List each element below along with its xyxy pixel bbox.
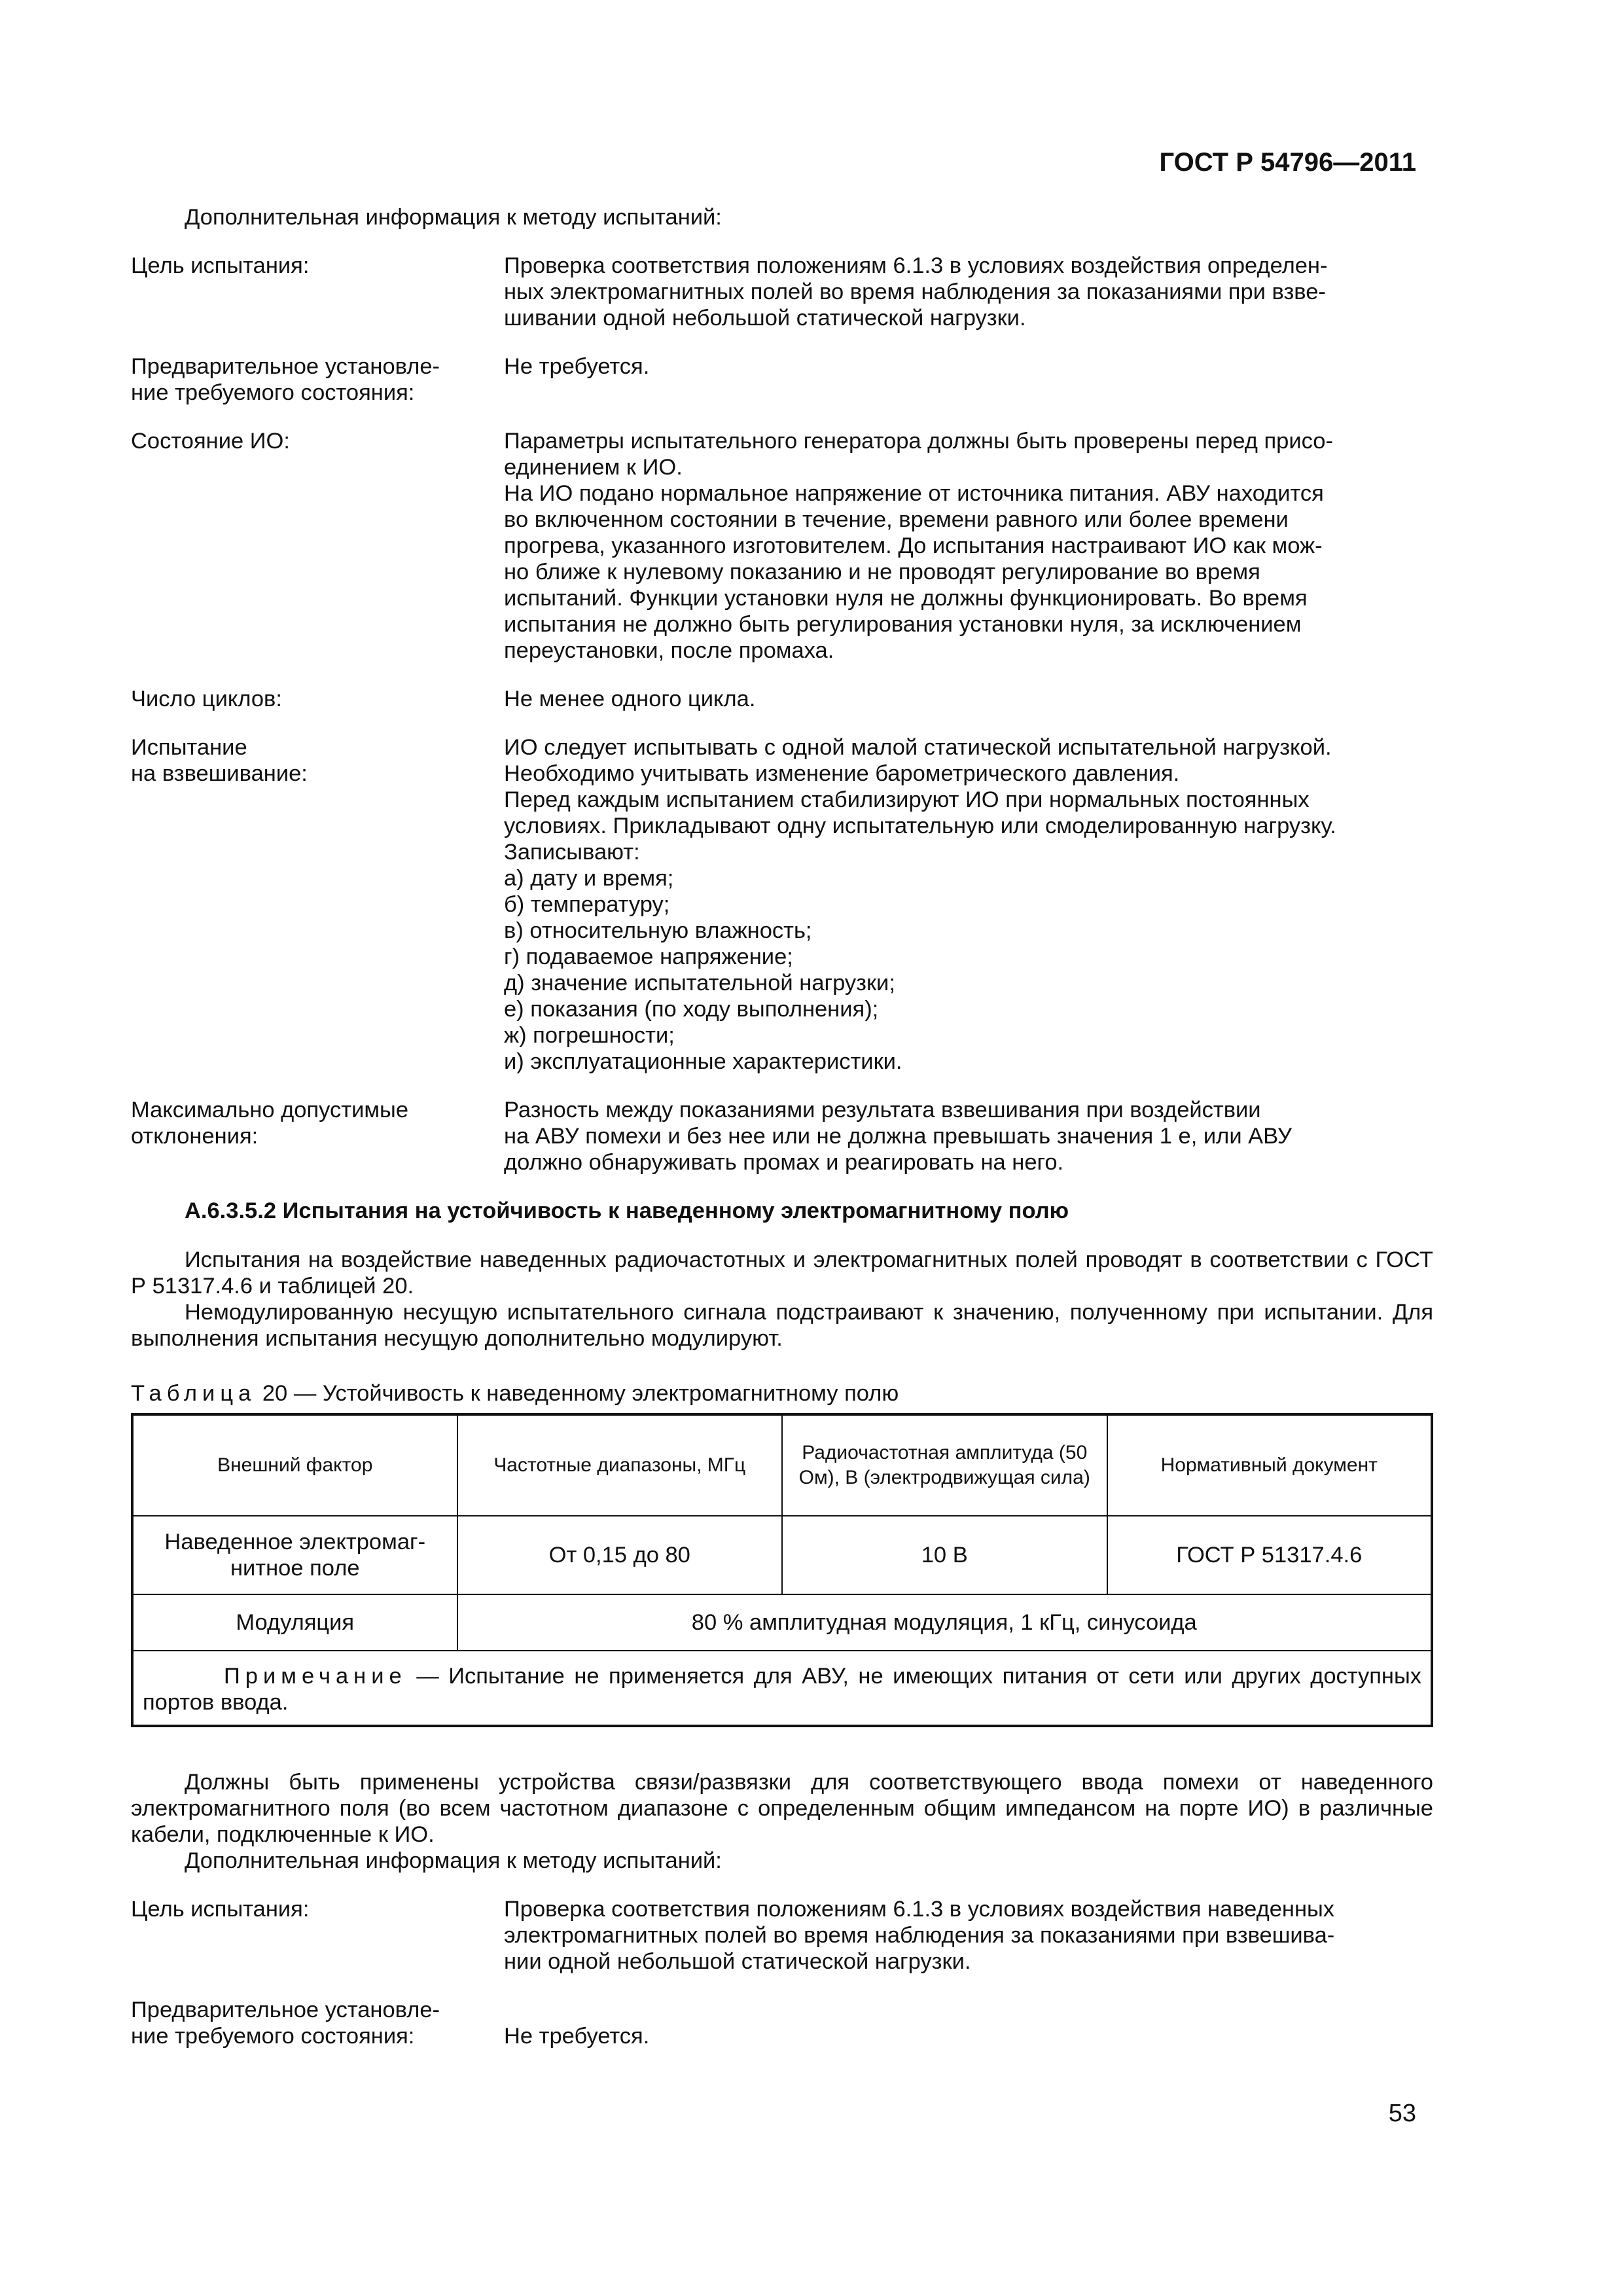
info-value-line: Не требуется.: [504, 354, 650, 379]
table-header-cell: Внешний фактор: [132, 1414, 457, 1516]
info-value: [504, 1097, 1433, 1175]
info-value-line: ж) погрешности;: [504, 1023, 675, 1048]
info-value-line: нии одной небольшой статической нагрузки.: [504, 1948, 971, 1974]
table-row: [132, 1594, 1432, 1651]
info-label: Цель испытания:: [131, 1896, 310, 1922]
info-value-line: испытаний. Функции установки нуля не должны функционировать. Во время: [504, 586, 1308, 611]
info-label: Состояние ИО:: [131, 429, 290, 454]
info-row: [131, 734, 1433, 1075]
info-value: [504, 1896, 1433, 1975]
info-value-line: б) температуру;: [504, 892, 670, 917]
info-value-line: Разность между показаниями результата взвешивания при воздействии: [504, 1098, 1261, 1122]
info-value-line: на АВУ помехи и без нее или не должна превышать значения 1 е, или АВУ: [504, 1124, 1292, 1149]
info-value: [504, 428, 1433, 664]
info-value-line: Необходимо учитывать изменение барометрического давления.: [504, 761, 1180, 786]
info-row: [131, 353, 1433, 406]
info-row: [131, 1097, 1433, 1175]
section-title: Испытания на устойчивость к наведенному электромагнитному полю: [282, 1198, 1069, 1223]
table-cell: Наведенное электромаг- нитное поле: [132, 1516, 457, 1594]
info-value-line: в) относительную влажность;: [504, 918, 812, 943]
table-caption: [131, 1380, 1433, 1407]
info-value-line: На ИО подано нормальное напряжение от источника питания. АВУ находится: [504, 481, 1324, 506]
section-paragraph: Испытания на воздействие наведенных радиочастотных и электромагнитных полей проводят в соответствии с ГОСТ Р 51317.4.6 и таблицей 20.: [131, 1247, 1433, 1299]
info-row: [131, 1997, 1433, 2049]
info-value-line: а) дату и время;: [504, 866, 674, 891]
section-heading: [131, 1198, 1433, 1224]
info-value-line: д) значение испытательной нагрузки;: [504, 971, 895, 996]
table-header-cell: Частотные диапазоны, МГц: [457, 1414, 783, 1516]
table-caption-word: Таблица: [131, 1380, 257, 1406]
table-cell: От 0,15 до 80: [457, 1516, 783, 1594]
info-value-line: переустановки, после промаха.: [504, 638, 834, 663]
note-label: Примечание: [224, 1663, 407, 1689]
info-label: Предварительное установле- ние требуемого состояния:: [131, 354, 440, 405]
table-cell: 10 В: [782, 1516, 1107, 1594]
intro-paragraph: Дополнительная информация к методу испытаний:: [185, 205, 722, 230]
table-row: [132, 1516, 1432, 1594]
info-value-line: шивании одной небольшой статической нагрузки.: [504, 306, 1026, 331]
coupling-paragraph: Должны быть применены устройства связи/развязки для соответствующего ввода помехи от наведенного электромагнитного поля (во всем частотном диапазоне с определенным общим импедансом на порте ИО) в различные кабели, подключенные к ИО.: [131, 1769, 1433, 1847]
info-value: [504, 1997, 1433, 2049]
info-label: Цель испытания:: [131, 253, 310, 278]
document-code: ГОСТ Р 54796—2011: [1159, 148, 1416, 177]
info-value-line: Параметры испытательного генератора должны быть проверены перед присо-: [504, 429, 1333, 454]
info-value-line: но ближе к нулевому показанию и не проводят регулирование во время: [504, 560, 1260, 584]
section-number: А.6.3.5.2: [185, 1198, 277, 1223]
table-note: [132, 1651, 1432, 1726]
info-value: [504, 734, 1433, 1075]
info-value-line: должно обнаруживать промах и реагировать на него.: [504, 1150, 1064, 1175]
info-value-line: прогрева, указанного изготовителем. До испытания настраивают ИО как мож-: [504, 533, 1323, 558]
info-label: Число циклов:: [131, 687, 282, 711]
immunity-table: [131, 1413, 1433, 1727]
info-value-line: Не требуется.: [504, 2023, 650, 2049]
table-header-cell: Нормативный документ: [1107, 1414, 1433, 1516]
info-value-line: Проверка соответствия положениям 6.1.3 в условиях воздействия наведенных: [504, 1896, 1335, 1922]
table-cell: Модуляция: [132, 1594, 457, 1651]
info-row: [131, 1896, 1433, 1975]
info-value-line: Записывают:: [504, 840, 640, 865]
info-value-line: и) эксплуатационные характеристики.: [504, 1049, 902, 1074]
table-header-row: [132, 1414, 1432, 1516]
test-info-list: [131, 1896, 1433, 2049]
note-text: — Испытание не применяется для АВУ, не имеющих питания от сети или других доступных портов ввода.: [143, 1663, 1421, 1715]
info-value-line: единением к ИО.: [504, 455, 683, 480]
info-value-line: г) подаваемое напряжение;: [504, 944, 793, 969]
info-value-line: Не менее одного цикла.: [504, 687, 756, 711]
section-paragraph: Немодулированную несущую испытательного сигнала подстраивают к значению, полученному при испытании. Для выполнения испытания несущую дополнительно модулируют.: [131, 1299, 1433, 1351]
info-value-line: ных электромагнитных полей во время наблюдения за показаниями при взве-: [504, 279, 1326, 304]
info-value: [504, 253, 1433, 331]
page-number: 53: [1388, 2100, 1416, 2127]
table-cell: 80 % амплитудная модуляция, 1 кГц, синусоида: [457, 1594, 1433, 1651]
info-value-line: испытания не должно быть регулирования установки нуля, за исключением: [504, 612, 1302, 637]
info-value-line: Перед каждым испытанием стабилизируют ИО при нормальных постоянных: [504, 787, 1310, 812]
table-note-row: [132, 1651, 1432, 1726]
info-value-line: Проверка соответствия положениям 6.1.3 в условиях воздействия определен-: [504, 253, 1328, 278]
info-value: [504, 353, 1433, 406]
table-cell: ГОСТ Р 51317.4.6: [1107, 1516, 1433, 1594]
test-info-list: [131, 253, 1433, 1175]
info-row: [131, 686, 1433, 712]
info-row: [131, 428, 1433, 664]
intro-paragraph: Дополнительная информация к методу испытаний:: [185, 1848, 722, 1873]
table-header-cell: Радиочастотная амплитуда (50 Ом), В (электродвижущая сила): [782, 1414, 1107, 1516]
info-label: Предварительное установле- ние требуемого состояния:: [131, 1997, 440, 2049]
info-label: Максимально допустимые отклонения:: [131, 1098, 409, 1149]
info-label: Испытание на взвешивание:: [131, 735, 308, 786]
info-value-line: электромагнитных полей во время наблюдения за показаниями при взвешива-: [504, 1922, 1335, 1948]
info-value-line: условиях. Прикладывают одну испытательную или смоделированную нагрузку.: [504, 814, 1336, 838]
info-value: [504, 686, 1433, 712]
info-value-line: во включенном состоянии в течение, времени равного или более времени: [504, 507, 1289, 532]
table-caption-text: 20 — Устойчивость к наведенному электромагнитному полю: [256, 1380, 899, 1406]
page-content: [131, 204, 1433, 2072]
info-value-line: е) показания (по ходу выполнения);: [504, 997, 879, 1022]
info-value-line: [504, 1997, 1433, 2023]
info-value-line: ИО следует испытывать с одной малой статической испытательной нагрузкой.: [504, 735, 1332, 760]
info-row: [131, 253, 1433, 331]
